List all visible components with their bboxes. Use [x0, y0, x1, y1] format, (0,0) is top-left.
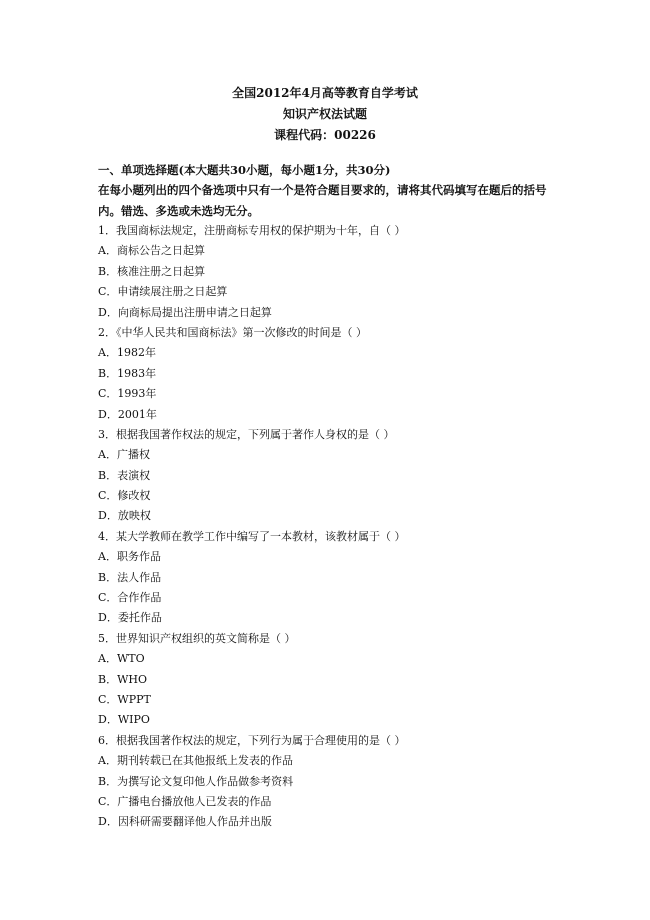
question-1	[98, 221, 568, 323]
option-d: D．放映权	[98, 509, 151, 523]
exam-subject: 知识产权法试题	[282, 107, 367, 121]
option-c: C．申请续展注册之日起算	[98, 285, 228, 299]
option-d: D．WIPO	[98, 713, 150, 727]
option-c: C．WPPT	[98, 692, 151, 706]
option-d: D．委托作品	[98, 611, 162, 625]
option-a: A．期刊转载已在其他报纸上发表的作品	[98, 754, 293, 768]
option-b: B．核准注册之日起算	[98, 264, 206, 278]
question-2	[98, 323, 568, 425]
exam-title: 全国2012年4月高等教育自学考试	[232, 86, 418, 100]
option-a: A．职务作品	[98, 550, 161, 564]
course-code: 课程代码：00226	[274, 128, 376, 142]
option-a: A．广播权	[98, 448, 150, 462]
question-stem: 2．《中华人民共和国商标法》第一次修改的时间是（ ）	[98, 325, 367, 339]
question-stem: 1．我国商标法规定，注册商标专用权的保护期为十年，自（ ）	[98, 224, 406, 237]
option-b: B．表演权	[98, 468, 151, 482]
option-a: A．1982年	[98, 346, 156, 360]
section-heading: 一、单项选择题(本大题共30小题，每小题1分，共30分)	[98, 163, 391, 177]
option-b: B．WHO	[98, 672, 148, 686]
option-a: A．WTO	[98, 652, 145, 666]
question-3	[98, 425, 568, 527]
question-6	[98, 731, 568, 833]
option-d: D．向商标局提出注册申请之日起算	[98, 305, 272, 319]
question-stem: 5．世界知识产权组织的英文简称是（ ）	[98, 631, 296, 645]
question-stem: 6．根据我国著作权法的规定，下列行为属于合理使用的是（ ）	[98, 733, 406, 747]
option-c: C．广播电台播放他人已发表的作品	[98, 794, 272, 808]
question-4	[98, 527, 568, 629]
exam-body	[98, 160, 568, 833]
question-5	[98, 629, 568, 731]
option-c: C．合作作品	[98, 591, 162, 605]
option-d: D．2001年	[98, 407, 157, 421]
question-stem: 4．某大学教师在教学工作中编写了一本教材，该教材属于（ ）	[98, 529, 406, 543]
section-instructions: 在每小题列出的四个备选项中只有一个是符合题目要求的，请将其代码填写在题后的括号内。错选、多选或未选均无分。	[98, 183, 547, 218]
option-a: A．商标公告之日起算	[98, 244, 205, 258]
option-c: C．1993年	[98, 387, 157, 401]
option-b: B．法人作品	[98, 570, 162, 584]
option-b: B．为撰写论文复印他人作品做参考资料	[98, 774, 294, 788]
exam-header	[0, 83, 650, 146]
option-b: B．1983年	[98, 366, 157, 380]
option-c: C．修改权	[98, 489, 151, 503]
question-stem: 3．根据我国著作权法的规定，下列属于著作人身权的是（ ）	[98, 427, 395, 441]
option-d: D．因科研需要翻译他人作品并出版	[98, 815, 272, 829]
